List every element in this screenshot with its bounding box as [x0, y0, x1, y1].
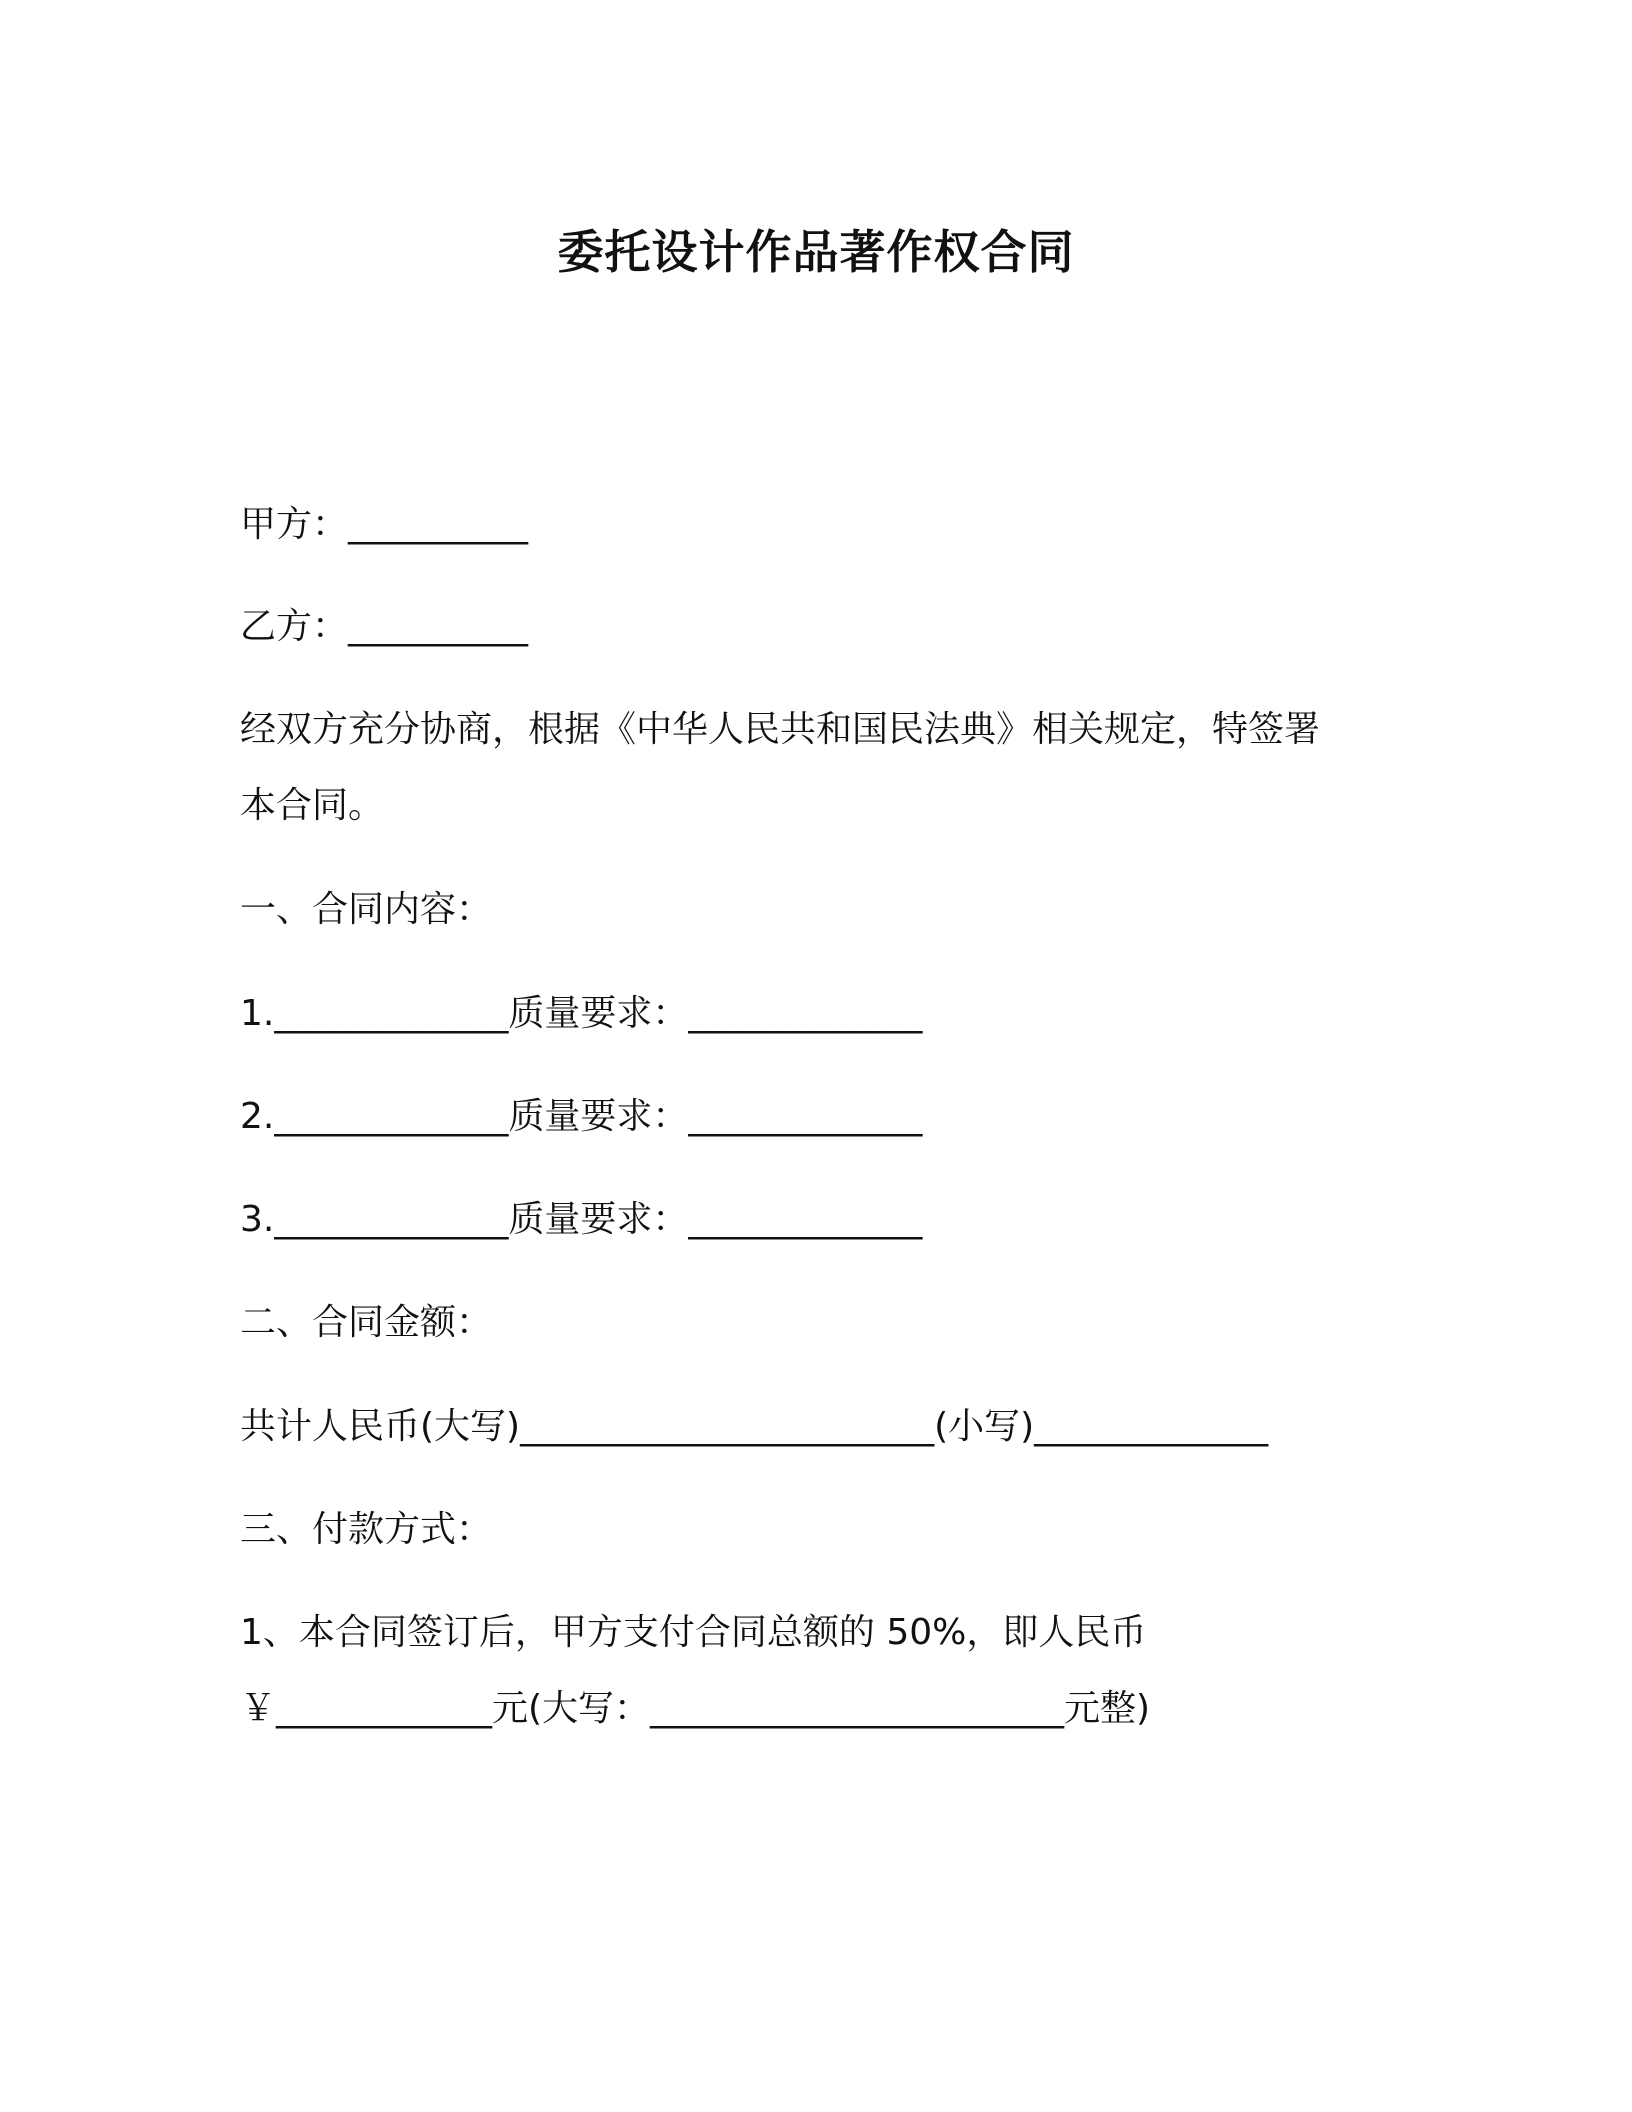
party-a-line: 甲方：__________	[240, 504, 529, 545]
content-item-1: 1._____________质量要求：_____________	[240, 993, 923, 1034]
payment-clause-line-1: 1、本合同签订后，甲方支付合同总额的 50%，即人民币	[240, 1612, 1147, 1653]
payment-clause-line-2: ￥____________元(大写：_______________________元整)	[240, 1688, 1151, 1729]
party-b-line: 乙方：__________	[240, 606, 529, 647]
preamble-line-2: 本合同。	[240, 785, 385, 826]
section-heading-contract-amount: 二、合同金额：	[240, 1302, 493, 1343]
content-item-3: 3._____________质量要求：_____________	[240, 1199, 923, 1240]
section-heading-contract-content: 一、合同内容：	[240, 889, 493, 930]
content-item-2: 2._____________质量要求：_____________	[240, 1096, 923, 1137]
preamble-line-1: 经双方充分协商，根据《中华人民共和国民法典》相关规定，特签署	[240, 709, 1321, 750]
section-heading-payment-method: 三、付款方式：	[240, 1509, 493, 1550]
document-title: 委托设计作品著作权合同	[557, 225, 1075, 279]
amount-line: 共计人民币(大写)_______________________(小写)_____________	[240, 1406, 1269, 1447]
